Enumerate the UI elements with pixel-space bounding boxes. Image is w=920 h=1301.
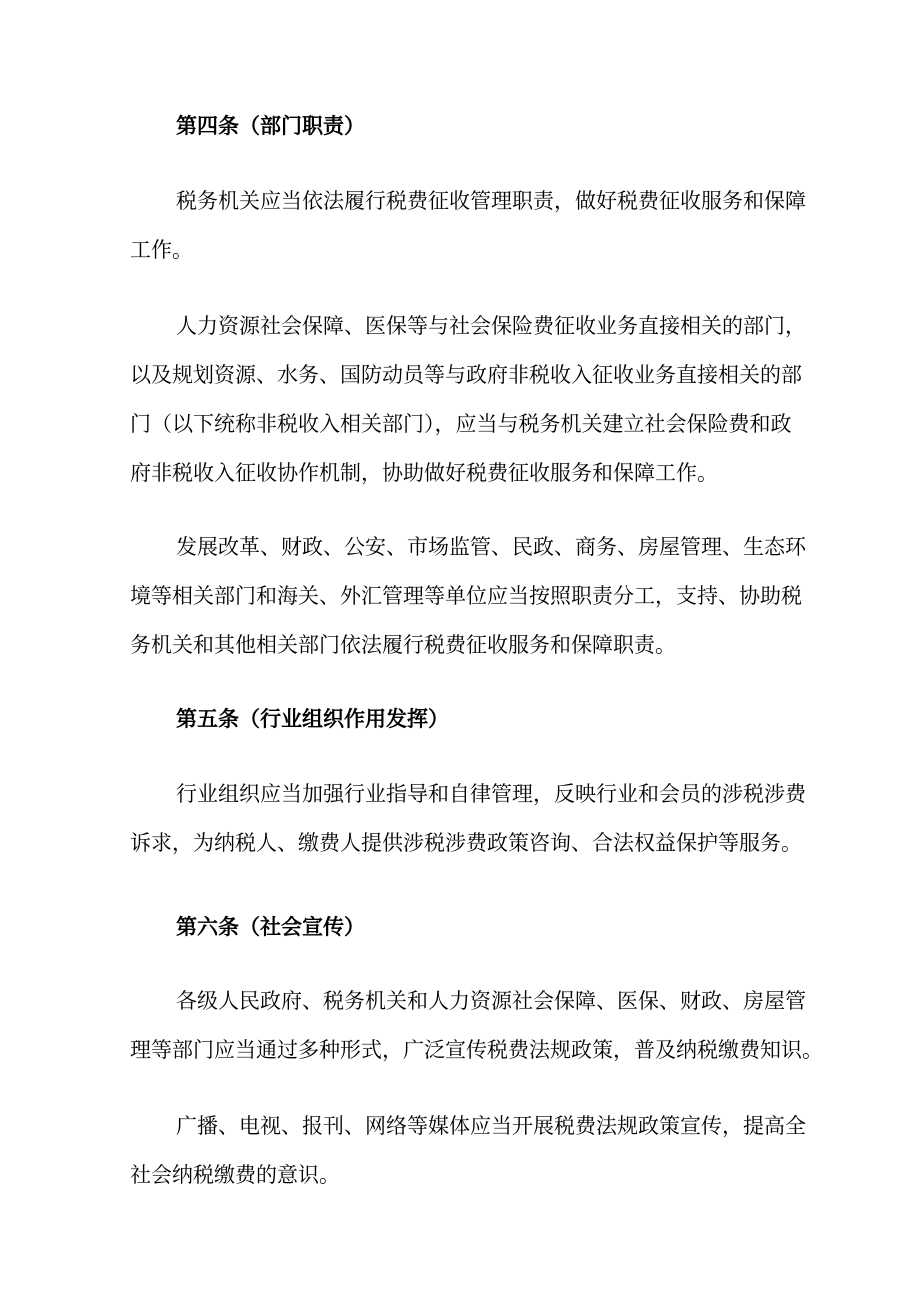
article-4-paragraph-1 <box>130 177 806 275</box>
paragraph-line: 以及规划资源、水务、国防动员等与政府非税收入征收业务直接相关的部 <box>130 363 802 387</box>
paragraph-line: 广播、电视、报刊、网络等媒体应当开展税费法规政策宣传，提高全 <box>176 1114 806 1138</box>
paragraph-line: 社会纳税缴费的意识。 <box>130 1163 340 1187</box>
article-4-paragraph-2 <box>130 302 806 498</box>
paragraph-line: 税务机关应当依法履行税费征收管理职责，做好税费征收服务和保障 <box>176 189 806 213</box>
paragraph-line: 务机关和其他相关部门依法履行税费征收服务和保障职责。 <box>130 633 676 657</box>
paragraph-line: 诉求，为纳税人、缴费人提供涉税涉费政策咨询、合法权益保护等服务。 <box>130 831 802 855</box>
paragraph-line: 府非税收入征收协作机制，协助做好税费征收服务和保障工作。 <box>130 461 718 485</box>
article-4-heading: 第四条（部门职责） <box>176 114 365 138</box>
article-5-paragraph-1 <box>130 770 806 868</box>
article-5-heading: 第五条（行业组织作用发挥） <box>176 707 449 731</box>
paragraph-line: 各级人民政府、税务机关和人力资源社会保障、医保、财政、房屋管 <box>176 989 806 1013</box>
paragraph-line: 境等相关部门和海关、外汇管理等单位应当按照职责分工，支持、协助税 <box>130 584 802 608</box>
paragraph-line: 门（以下统称非税收入相关部门），应当与税务机关建立社会保险费和政 <box>130 412 792 436</box>
article-6-paragraph-1 <box>130 977 823 1075</box>
paragraph-line: 行业组织应当加强行业指导和自律管理，反映行业和会员的涉税涉费 <box>176 782 806 806</box>
article-6-paragraph-2 <box>130 1102 806 1200</box>
paragraph-line: 人力资源社会保障、医保等与社会保险费征收业务直接相关的部门， <box>176 314 806 338</box>
paragraph-line: 工作。 <box>130 238 193 262</box>
paragraph-line: 理等部门应当通过多种形式，广泛宣传税费法规政策，普及纳税缴费知识。 <box>130 1038 823 1062</box>
article-4-paragraph-3 <box>130 523 806 670</box>
article-6-heading: 第六条（社会宣传） <box>176 915 365 939</box>
paragraph-line: 发展改革、财政、公安、市场监管、民政、商务、房屋管理、生态环 <box>176 535 806 559</box>
